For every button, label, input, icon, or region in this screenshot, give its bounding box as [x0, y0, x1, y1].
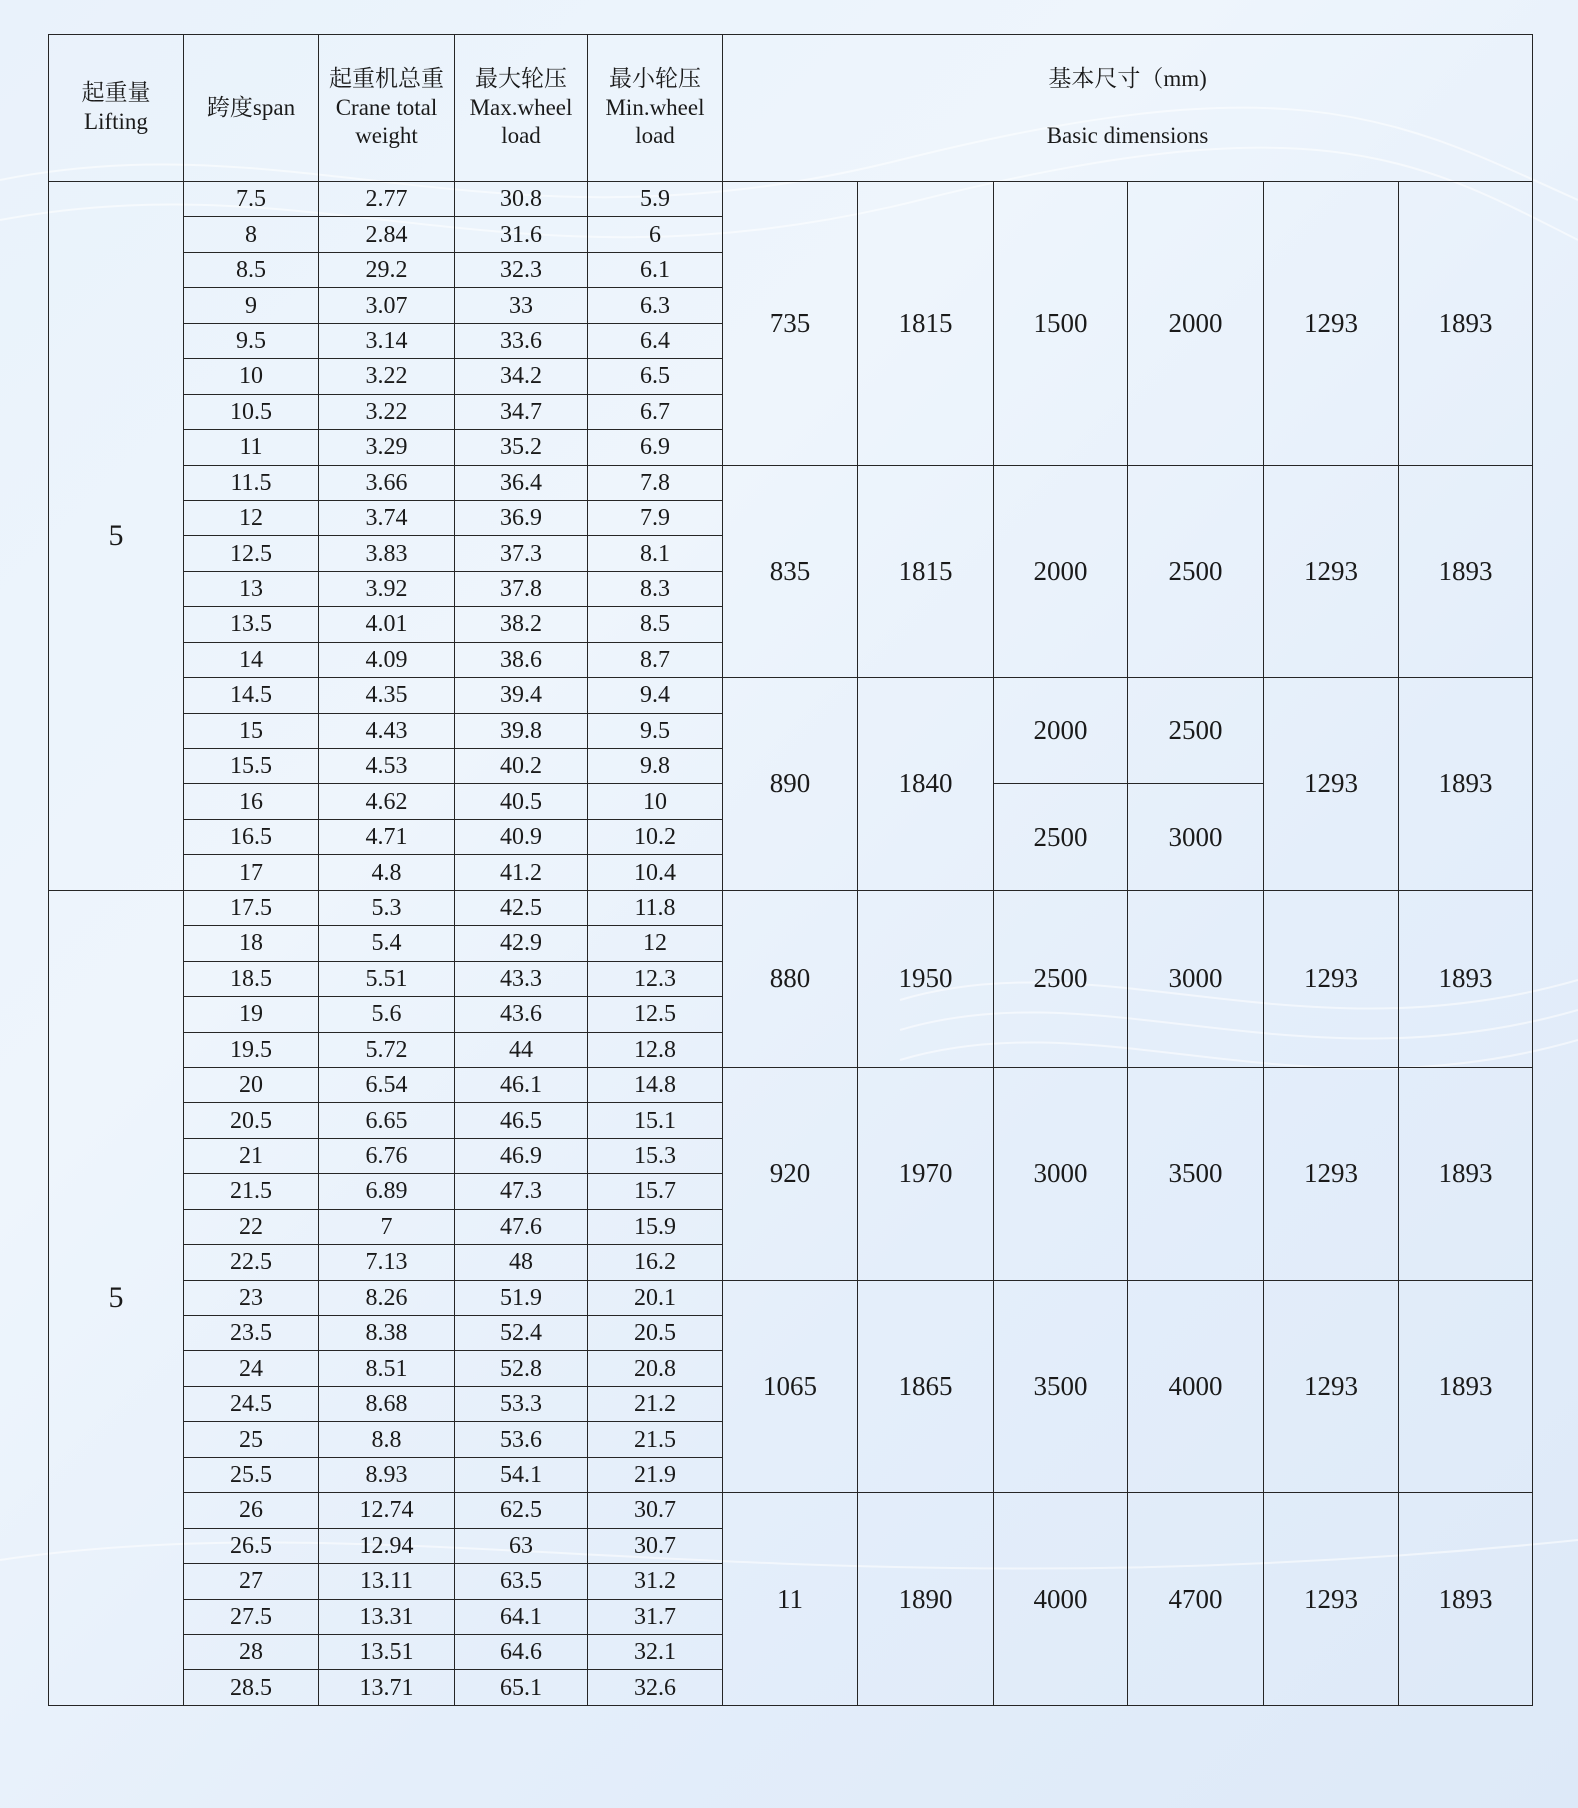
total-weight-cell: 12.94 — [319, 1528, 455, 1563]
max-wheel-load-cell: 34.7 — [455, 394, 588, 429]
span-cell: 20 — [184, 1067, 319, 1102]
table-row — [49, 1067, 1533, 1102]
span-cell: 15 — [184, 713, 319, 748]
min-wheel-load-cell: 5.9 — [588, 182, 723, 217]
min-wheel-load-cell: 16.2 — [588, 1245, 723, 1280]
dim-c: 2000 — [994, 465, 1128, 678]
total-weight-cell: 3.83 — [319, 536, 455, 571]
min-wheel-load-cell: 12 — [588, 926, 723, 961]
span-cell: 12 — [184, 500, 319, 535]
total-weight-cell: 4.01 — [319, 607, 455, 642]
span-cell: 24 — [184, 1351, 319, 1386]
max-wheel-load-cell: 47.6 — [455, 1209, 588, 1244]
max-wheel-load-cell: 52.8 — [455, 1351, 588, 1386]
span-cell: 26 — [184, 1493, 319, 1528]
max-wheel-load-cell: 31.6 — [455, 217, 588, 252]
total-weight-cell: 6.76 — [319, 1138, 455, 1173]
dim-b: 1815 — [858, 465, 994, 678]
dim-e: 1293 — [1264, 890, 1399, 1067]
min-wheel-load-cell: 32.1 — [588, 1634, 723, 1669]
header-basic-dimensions — [723, 35, 1533, 182]
total-weight-cell: 29.2 — [319, 252, 455, 287]
min-wheel-load-cell: 15.7 — [588, 1174, 723, 1209]
min-wheel-load-cell: 8.3 — [588, 571, 723, 606]
min-wheel-load-cell: 6.5 — [588, 359, 723, 394]
max-wheel-load-cell: 40.2 — [455, 749, 588, 784]
span-cell: 26.5 — [184, 1528, 319, 1563]
header-total-weight: 起重机总重 Crane total weight — [319, 35, 455, 182]
max-wheel-load-cell: 42.5 — [455, 890, 588, 925]
span-cell: 17 — [184, 855, 319, 890]
total-weight-cell: 7 — [319, 1209, 455, 1244]
header-span: 跨度span — [184, 35, 319, 182]
dim-f: 1893 — [1399, 1280, 1533, 1493]
total-weight-cell: 5.6 — [319, 997, 455, 1032]
span-cell: 10 — [184, 359, 319, 394]
span-cell: 16.5 — [184, 819, 319, 854]
max-wheel-load-cell: 51.9 — [455, 1280, 588, 1315]
max-wheel-load-cell: 39.4 — [455, 678, 588, 713]
max-wheel-load-cell: 54.1 — [455, 1457, 588, 1492]
min-wheel-load-cell: 6 — [588, 217, 723, 252]
min-wheel-load-cell: 30.7 — [588, 1493, 723, 1528]
dim-a: 735 — [723, 182, 858, 466]
span-cell: 13 — [184, 571, 319, 606]
min-wheel-load-cell: 8.5 — [588, 607, 723, 642]
dim-b: 1815 — [858, 182, 994, 466]
max-wheel-load-cell: 36.4 — [455, 465, 588, 500]
max-wheel-load-cell: 46.1 — [455, 1067, 588, 1102]
total-weight-cell: 8.38 — [319, 1316, 455, 1351]
span-cell: 19.5 — [184, 1032, 319, 1067]
max-wheel-load-cell: 64.6 — [455, 1634, 588, 1669]
total-weight-cell: 3.14 — [319, 323, 455, 358]
max-wheel-load-cell: 34.2 — [455, 359, 588, 394]
min-wheel-load-cell: 12.5 — [588, 997, 723, 1032]
max-wheel-load-cell: 44 — [455, 1032, 588, 1067]
total-weight-cell: 2.84 — [319, 217, 455, 252]
span-cell: 21.5 — [184, 1174, 319, 1209]
total-weight-cell: 2.77 — [319, 182, 455, 217]
min-wheel-load-cell: 6.4 — [588, 323, 723, 358]
max-wheel-load-cell: 38.2 — [455, 607, 588, 642]
dim-b: 1970 — [858, 1067, 994, 1280]
max-wheel-load-cell: 36.9 — [455, 500, 588, 535]
total-weight-cell: 13.51 — [319, 1634, 455, 1669]
dim-d: 3000 — [1128, 890, 1264, 1067]
total-weight-cell: 4.62 — [319, 784, 455, 819]
total-weight-cell: 7.13 — [319, 1245, 455, 1280]
span-cell: 8.5 — [184, 252, 319, 287]
dim-b: 1840 — [858, 678, 994, 891]
min-wheel-load-cell: 10.4 — [588, 855, 723, 890]
spec-table — [48, 34, 1533, 1706]
total-weight-cell: 8.68 — [319, 1386, 455, 1421]
dim-c: 2500 — [994, 890, 1128, 1067]
max-wheel-load-cell: 33 — [455, 288, 588, 323]
min-wheel-load-cell: 9.4 — [588, 678, 723, 713]
header-row — [49, 35, 1533, 182]
span-cell: 20.5 — [184, 1103, 319, 1138]
min-wheel-load-cell: 15.1 — [588, 1103, 723, 1138]
dim-a: 1065 — [723, 1280, 858, 1493]
min-wheel-load-cell: 20.8 — [588, 1351, 723, 1386]
span-cell: 17.5 — [184, 890, 319, 925]
max-wheel-load-cell: 35.2 — [455, 430, 588, 465]
span-cell: 18 — [184, 926, 319, 961]
dim-d: 2500 — [1128, 678, 1264, 784]
dim-d: 3000 — [1128, 784, 1264, 890]
total-weight-cell: 3.74 — [319, 500, 455, 535]
total-weight-cell: 8.93 — [319, 1457, 455, 1492]
dim-a: 920 — [723, 1067, 858, 1280]
max-wheel-load-cell: 30.8 — [455, 182, 588, 217]
span-cell: 21 — [184, 1138, 319, 1173]
total-weight-cell: 5.51 — [319, 961, 455, 996]
span-cell: 28.5 — [184, 1670, 319, 1706]
table-row — [49, 890, 1533, 925]
dim-e: 1293 — [1264, 1493, 1399, 1706]
max-wheel-load-cell: 47.3 — [455, 1174, 588, 1209]
dim-d: 2000 — [1128, 182, 1264, 466]
min-wheel-load-cell: 6.9 — [588, 430, 723, 465]
total-weight-cell: 3.22 — [319, 394, 455, 429]
dim-e: 1293 — [1264, 465, 1399, 678]
dim-f: 1893 — [1399, 1493, 1533, 1706]
lifting-capacity-cell: 5 — [49, 890, 184, 1705]
max-wheel-load-cell: 43.3 — [455, 961, 588, 996]
total-weight-cell: 4.71 — [319, 819, 455, 854]
max-wheel-load-cell: 33.6 — [455, 323, 588, 358]
min-wheel-load-cell: 32.6 — [588, 1670, 723, 1706]
total-weight-cell: 6.89 — [319, 1174, 455, 1209]
max-wheel-load-cell: 42.9 — [455, 926, 588, 961]
min-wheel-load-cell: 9.5 — [588, 713, 723, 748]
span-cell: 25 — [184, 1422, 319, 1457]
dim-f: 1893 — [1399, 465, 1533, 678]
total-weight-cell: 4.53 — [319, 749, 455, 784]
min-wheel-load-cell: 6.1 — [588, 252, 723, 287]
dim-a: 890 — [723, 678, 858, 891]
dim-f: 1893 — [1399, 182, 1533, 466]
dim-c: 2500 — [994, 784, 1128, 890]
max-wheel-load-cell: 64.1 — [455, 1599, 588, 1634]
min-wheel-load-cell: 31.7 — [588, 1599, 723, 1634]
span-cell: 8 — [184, 217, 319, 252]
min-wheel-load-cell: 21.5 — [588, 1422, 723, 1457]
max-wheel-load-cell: 53.3 — [455, 1386, 588, 1421]
dim-d: 4000 — [1128, 1280, 1264, 1493]
table-row — [49, 1493, 1533, 1528]
min-wheel-load-cell: 6.3 — [588, 288, 723, 323]
total-weight-cell: 3.22 — [319, 359, 455, 394]
min-wheel-load-cell: 21.9 — [588, 1457, 723, 1492]
total-weight-cell: 13.31 — [319, 1599, 455, 1634]
header-min-wheel-load: 最小轮压 Min.wheel load — [588, 35, 723, 182]
lifting-capacity-cell: 5 — [49, 182, 184, 891]
max-wheel-load-cell: 63.5 — [455, 1564, 588, 1599]
min-wheel-load-cell: 10 — [588, 784, 723, 819]
dim-c: 3000 — [994, 1067, 1128, 1280]
min-wheel-load-cell: 21.2 — [588, 1386, 723, 1421]
max-wheel-load-cell: 32.3 — [455, 252, 588, 287]
header-max-wheel-load: 最大轮压 Max.wheel load — [455, 35, 588, 182]
table-row — [49, 182, 1533, 217]
span-cell: 11.5 — [184, 465, 319, 500]
dim-b: 1890 — [858, 1493, 994, 1706]
total-weight-cell: 6.65 — [319, 1103, 455, 1138]
span-cell: 24.5 — [184, 1386, 319, 1421]
span-cell: 25.5 — [184, 1457, 319, 1492]
min-wheel-load-cell: 8.1 — [588, 536, 723, 571]
max-wheel-load-cell: 40.9 — [455, 819, 588, 854]
min-wheel-load-cell: 11.8 — [588, 890, 723, 925]
total-weight-cell: 4.35 — [319, 678, 455, 713]
span-cell: 27 — [184, 1564, 319, 1599]
max-wheel-load-cell: 43.6 — [455, 997, 588, 1032]
total-weight-cell: 6.54 — [319, 1067, 455, 1102]
span-cell: 23 — [184, 1280, 319, 1315]
total-weight-cell: 5.3 — [319, 890, 455, 925]
span-cell: 12.5 — [184, 536, 319, 571]
total-weight-cell: 5.4 — [319, 926, 455, 961]
total-weight-cell: 8.51 — [319, 1351, 455, 1386]
min-wheel-load-cell: 12.3 — [588, 961, 723, 996]
header-lifting: 起重量 Lifting — [49, 35, 184, 182]
max-wheel-load-cell: 53.6 — [455, 1422, 588, 1457]
min-wheel-load-cell: 15.3 — [588, 1138, 723, 1173]
min-wheel-load-cell: 10.2 — [588, 819, 723, 854]
span-cell: 19 — [184, 997, 319, 1032]
header-basic-cn: 基本尺寸（mm) — [1048, 66, 1207, 92]
total-weight-cell: 13.11 — [319, 1564, 455, 1599]
total-weight-cell: 4.09 — [319, 642, 455, 677]
dim-c: 1500 — [994, 182, 1128, 466]
dim-b: 1950 — [858, 890, 994, 1067]
span-cell: 7.5 — [184, 182, 319, 217]
span-cell: 18.5 — [184, 961, 319, 996]
max-wheel-load-cell: 46.5 — [455, 1103, 588, 1138]
min-wheel-load-cell: 12.8 — [588, 1032, 723, 1067]
header-basic-en: Basic dimensions — [1046, 123, 1209, 148]
min-wheel-load-cell: 9.8 — [588, 749, 723, 784]
max-wheel-load-cell: 38.6 — [455, 642, 588, 677]
min-wheel-load-cell: 31.2 — [588, 1564, 723, 1599]
min-wheel-load-cell: 30.7 — [588, 1528, 723, 1563]
span-cell: 9 — [184, 288, 319, 323]
dim-e: 1293 — [1264, 182, 1399, 466]
span-cell: 23.5 — [184, 1316, 319, 1351]
span-cell: 14.5 — [184, 678, 319, 713]
min-wheel-load-cell: 14.8 — [588, 1067, 723, 1102]
table-row — [49, 1280, 1533, 1315]
total-weight-cell: 4.8 — [319, 855, 455, 890]
span-cell: 11 — [184, 430, 319, 465]
dim-d: 3500 — [1128, 1067, 1264, 1280]
max-wheel-load-cell: 39.8 — [455, 713, 588, 748]
max-wheel-load-cell: 40.5 — [455, 784, 588, 819]
dim-f: 1893 — [1399, 890, 1533, 1067]
dim-c: 2000 — [994, 678, 1128, 784]
span-cell: 13.5 — [184, 607, 319, 642]
total-weight-cell: 8.26 — [319, 1280, 455, 1315]
min-wheel-load-cell: 20.1 — [588, 1280, 723, 1315]
total-weight-cell: 13.71 — [319, 1670, 455, 1706]
dim-d: 4700 — [1128, 1493, 1264, 1706]
max-wheel-load-cell: 46.9 — [455, 1138, 588, 1173]
dim-a: 835 — [723, 465, 858, 678]
dim-a: 880 — [723, 890, 858, 1067]
span-cell: 16 — [184, 784, 319, 819]
span-cell: 28 — [184, 1634, 319, 1669]
max-wheel-load-cell: 48 — [455, 1245, 588, 1280]
table-row — [49, 465, 1533, 500]
span-cell: 10.5 — [184, 394, 319, 429]
total-weight-cell: 12.74 — [319, 1493, 455, 1528]
total-weight-cell: 3.92 — [319, 571, 455, 606]
table-row — [49, 678, 1533, 713]
max-wheel-load-cell: 62.5 — [455, 1493, 588, 1528]
min-wheel-load-cell: 8.7 — [588, 642, 723, 677]
span-cell: 15.5 — [184, 749, 319, 784]
dim-e: 1293 — [1264, 1067, 1399, 1280]
dim-f: 1893 — [1399, 1067, 1533, 1280]
min-wheel-load-cell: 6.7 — [588, 394, 723, 429]
dim-b: 1865 — [858, 1280, 994, 1493]
dim-a: 11 — [723, 1493, 858, 1706]
max-wheel-load-cell: 37.3 — [455, 536, 588, 571]
span-cell: 27.5 — [184, 1599, 319, 1634]
dim-e: 1293 — [1264, 678, 1399, 891]
min-wheel-load-cell: 20.5 — [588, 1316, 723, 1351]
total-weight-cell: 3.07 — [319, 288, 455, 323]
total-weight-cell: 3.66 — [319, 465, 455, 500]
span-cell: 22 — [184, 1209, 319, 1244]
max-wheel-load-cell: 63 — [455, 1528, 588, 1563]
span-cell: 22.5 — [184, 1245, 319, 1280]
dim-e: 1293 — [1264, 1280, 1399, 1493]
min-wheel-load-cell: 7.9 — [588, 500, 723, 535]
total-weight-cell: 5.72 — [319, 1032, 455, 1067]
span-cell: 9.5 — [184, 323, 319, 358]
table-body — [49, 182, 1533, 1706]
min-wheel-load-cell: 15.9 — [588, 1209, 723, 1244]
max-wheel-load-cell: 65.1 — [455, 1670, 588, 1706]
total-weight-cell: 4.43 — [319, 713, 455, 748]
max-wheel-load-cell: 37.8 — [455, 571, 588, 606]
dim-f: 1893 — [1399, 678, 1533, 891]
dim-d: 2500 — [1128, 465, 1264, 678]
min-wheel-load-cell: 7.8 — [588, 465, 723, 500]
dim-c: 3500 — [994, 1280, 1128, 1493]
total-weight-cell: 8.8 — [319, 1422, 455, 1457]
dim-c: 4000 — [994, 1493, 1128, 1706]
max-wheel-load-cell: 41.2 — [455, 855, 588, 890]
max-wheel-load-cell: 52.4 — [455, 1316, 588, 1351]
total-weight-cell: 3.29 — [319, 430, 455, 465]
span-cell: 14 — [184, 642, 319, 677]
